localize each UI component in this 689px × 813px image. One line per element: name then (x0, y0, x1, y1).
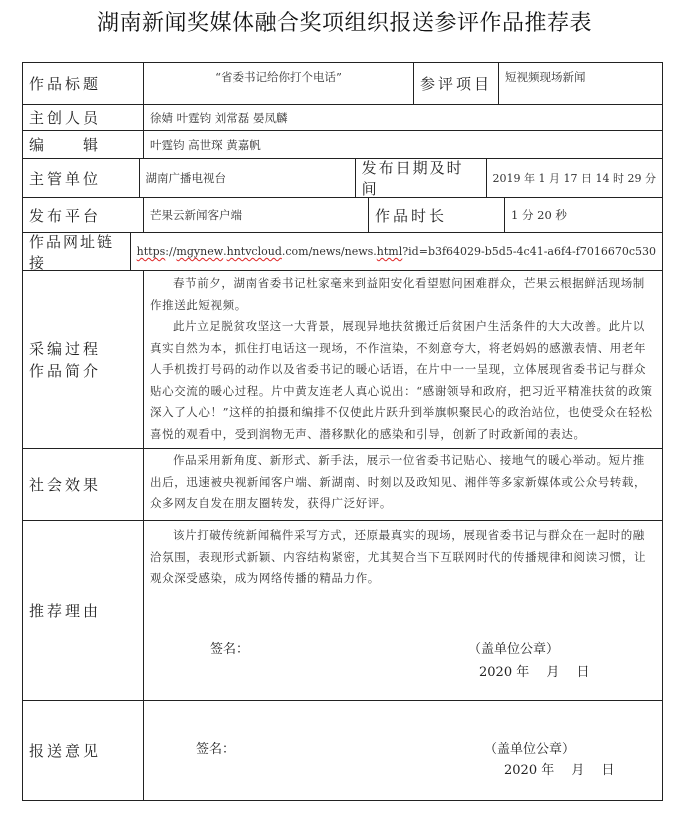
editors-value: 叶霆钧 高世琛 黄嘉帆 (150, 137, 261, 152)
row-supervisor (23, 159, 662, 198)
recommend-reason-label: 推荐理由 (23, 521, 144, 700)
row-submit-opinion (23, 701, 662, 800)
process-label-line2: 作品简介 (29, 361, 102, 380)
submit-opinion-content (144, 701, 662, 800)
platform-label: 发布平台 (23, 198, 144, 232)
work-title-value: “省委书记给你打个电话” (144, 63, 414, 104)
recommend-sign-label: 签名： (210, 642, 250, 657)
submit-sign-label: 签名： (196, 742, 236, 757)
publish-time-label: 发布日期及时间 (356, 159, 487, 197)
submit-date-label: 2020 年 月 日 (504, 763, 615, 778)
creators-label: 主创人员 (23, 105, 144, 130)
row-social-effect (23, 449, 662, 521)
process-paragraph: 春节前夕，湖南省委书记杜家毫来到益阳安化看望慰问困难群众，芒果云根据鲜活现场制作推送此短视频。 (150, 276, 645, 312)
social-effect-paragraph: 作品采用新角度、新形式、新手法，展示一位省委书记贴心、接地气的暖心举动。短片推出后，迅速被央视新闻客户端、新湖南、时刻以及政知见、湘伴等多家新媒体或公众号转载，众多网友自发在朋友圈转发，获得广泛好评。 (150, 453, 647, 510)
editors-label: 编 辑 (23, 131, 144, 158)
duration-value: 1 分 20 秒 (511, 208, 567, 222)
supervisor-label: 主管单位 (23, 159, 140, 197)
url-link[interactable]: https :// mgynew . hntvcloud .com/news/news. html ?id=b3f64029-b5d5-4c41-a6f4-f7016670c530 (136, 245, 656, 258)
category-value: 短视频现场新闻 (505, 70, 586, 84)
social-effect-content (144, 449, 662, 520)
url-label: 作品网址链接 (23, 233, 131, 270)
recommend-seal-label: （盖单位公章） (468, 642, 560, 657)
row-process (23, 271, 662, 449)
page-title: 湖南新闻奖媒体融合奖项组织报送参评作品推荐表 (96, 11, 592, 36)
row-editors (23, 131, 662, 159)
duration-label: 作品时长 (369, 198, 505, 232)
creators-value: 徐婧 叶霆钧 刘常磊 晏凤麟 (150, 110, 288, 125)
process-paragraph: 此片立足脱贫攻坚这一大背景，展现异地扶贫搬迁后贫困户生活条件的大大改善。此片以真实自然为本，抓住打电话这一现场，不作渲染，不刻意夸大，将老妈妈的感激表情、用老年人手机拨打号码的动作以及省委书记的暖心话语，在片中一一呈现，立体展现省委书记与群众贴心交流的暖心过程。片中黄友连老人真心说出：“感谢领导和政府，把习近平精准扶贫的政策深入了人心！”这样的拍摄和编排不仅使此片跃升到举旗帜聚民心的政治站位，也使受众在轻松喜悦的观看中，受到润物无声、潜移默化的感染和引导，创新了时政新闻的表达。 (150, 319, 653, 441)
publish-time-value: 2019 年 1 月 17 日 14 时 29 分 (492, 172, 656, 185)
recommend-reason-content (144, 521, 662, 700)
recommend-reason-paragraph: 该片打破传统新闻稿件采写方式，还原最真实的现场，展现省委书记与群众在一起时的融洽氛围，表现形式新颖、内容结构紧密，尤其契合当下互联网时代的传播规律和阅读习惯，让观众深受感染，成为网络传播的精品力作。 (150, 528, 647, 585)
platform-value: 芒果云新闻客户端 (144, 198, 369, 232)
process-label (23, 271, 144, 448)
category-label: 参评项目 (414, 63, 499, 104)
submit-seal-label: （盖单位公章） (484, 742, 576, 757)
social-effect-label: 社会效果 (23, 449, 144, 520)
row-creators (23, 105, 662, 131)
process-label-line1: 采编过程 (29, 339, 102, 358)
row-work-title (23, 63, 662, 105)
row-recommend-reason (23, 521, 662, 701)
supervisor-value: 湖南广播电视台 (140, 159, 356, 197)
process-content (144, 271, 662, 448)
row-platform (23, 198, 662, 233)
row-url (23, 233, 662, 271)
recommend-date-label: 2020 年 月 日 (479, 665, 590, 680)
work-title-label: 作品标题 (23, 63, 144, 104)
submit-opinion-label: 报送意见 (23, 701, 144, 800)
recommendation-form (22, 62, 663, 801)
